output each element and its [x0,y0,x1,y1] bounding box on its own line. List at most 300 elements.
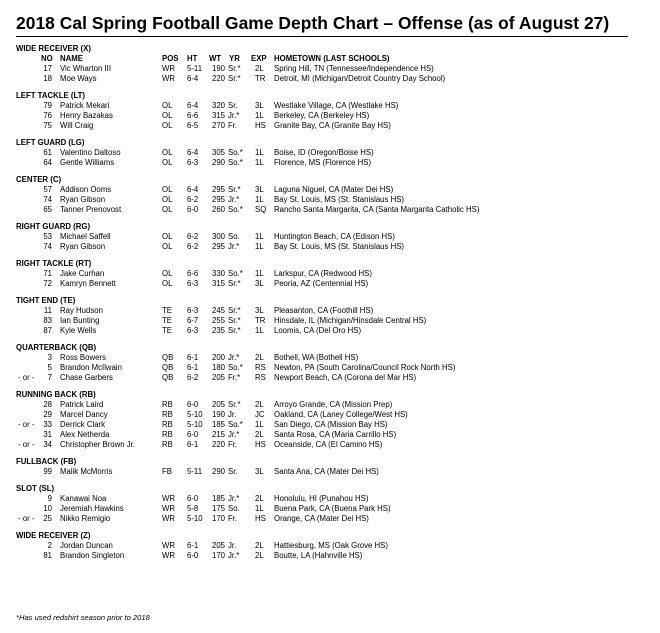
player-height: 6-2 [187,242,199,251]
player-weight: 270 [212,121,226,130]
player-position: OL [162,269,173,278]
player-row [16,363,646,373]
player-hometown: Arroyo Grande, CA (Mission Prep) [274,400,393,409]
player-position: RB [162,430,173,439]
player-position: FB [162,467,172,476]
player-year: So.* [228,420,243,429]
section-heading: TIGHT END (TE) [16,296,76,305]
player-row [16,440,646,450]
player-position: WR [162,514,175,523]
player-row [16,494,646,504]
or-marker: - or - [18,373,35,382]
player-row [16,373,646,383]
player-row [16,467,646,477]
player-year: So. [228,504,240,513]
player-name: Ryan Gibson [60,195,106,204]
player-year: Jr. [228,541,237,550]
player-hometown: Honolulu, HI (Punahou HS) [274,494,369,503]
player-row [16,504,646,514]
player-row [16,326,646,336]
player-weight: 170 [212,551,226,560]
player-row [16,101,646,111]
player-name: Christopher Brown Jr. [60,440,135,449]
player-position: WR [162,494,175,503]
player-hometown: Spring Hill, TN (Tennessee/Independence HS) [274,64,434,73]
section-heading: QUARTERBACK (QB) [16,343,97,352]
player-height: 5-10 [187,420,203,429]
player-experience: JC [255,410,265,419]
player-height: 6-3 [187,306,199,315]
column-header-row [16,54,646,64]
section-heading: LEFT TACKLE (LT) [16,91,85,100]
player-number: 76 [43,111,52,120]
player-position: OL [162,111,173,120]
player-weight: 315 [212,279,226,288]
player-year: Jr.* [228,353,240,362]
player-experience: 2L [255,541,264,550]
player-name: Ian Bunting [60,316,100,325]
player-weight: 295 [212,242,226,251]
position-section [16,259,646,289]
player-hometown: Bay St. Louis, MS (St. Stanislaus HS) [274,195,404,204]
player-weight: 205 [212,541,226,550]
player-name: Gentle Williams [60,158,115,167]
player-name: Kyle Wells [60,326,97,335]
player-year: Jr.* [228,551,240,560]
player-name: Jordan Duncan [60,541,113,550]
player-name: Derrick Clark [60,420,106,429]
player-position: WR [162,64,175,73]
player-year: So.* [228,269,243,278]
player-weight: 180 [212,363,226,372]
player-name: Kanawai Noa [60,494,107,503]
player-experience: RS [255,373,266,382]
position-section [16,44,646,84]
player-hometown: Buena Park, CA (Buena Park HS) [274,504,391,513]
player-number: 7 [47,373,52,382]
player-weight: 215 [212,430,226,439]
player-hometown: Berkeley, CA (Berkeley HS) [274,111,370,120]
depth-chart [16,44,646,568]
player-position: TE [162,306,172,315]
player-row [16,242,646,252]
player-position: OL [162,195,173,204]
player-number: 2 [47,541,52,550]
player-experience: 2L [255,353,264,362]
player-year: Jr.* [228,494,240,503]
player-number: 65 [43,205,52,214]
player-position: RB [162,400,173,409]
player-weight: 205 [212,373,226,382]
player-number: 18 [43,74,52,83]
player-row [16,551,646,561]
or-marker: - or - [18,514,35,523]
player-weight: 320 [212,101,226,110]
player-number: 9 [47,494,52,503]
player-height: 6-2 [187,232,199,241]
section-heading: SLOT (SL) [16,484,55,493]
player-weight: 235 [212,326,226,335]
player-year: So.* [228,158,243,167]
column-header-yr: YR [229,54,240,63]
player-height: 6-1 [187,440,199,449]
column-header-wt: WT [209,54,222,63]
player-experience: 2L [255,494,264,503]
player-name: Marcel Dancy [60,410,108,419]
player-weight: 200 [212,353,226,362]
player-number: 17 [43,64,52,73]
player-weight: 185 [212,494,226,503]
player-height: 6-1 [187,541,199,550]
player-experience: 2L [255,551,264,560]
player-experience: 3L [255,279,264,288]
player-number: 87 [43,326,52,335]
player-row [16,232,646,242]
player-number: 25 [43,514,52,523]
player-row [16,148,646,158]
player-name: Ray Hudson [60,306,103,315]
player-height: 5-8 [187,504,199,513]
player-height: 6-2 [187,373,199,382]
player-name: Jake Curhan [60,269,105,278]
player-hometown: Newton, PA (South Carolina/Council Rock North HS) [274,363,456,372]
player-year: Sr. [228,467,238,476]
section-heading: WIDE RECEIVER (Z) [16,531,91,540]
player-position: OL [162,205,173,214]
section-heading: CENTER (C) [16,175,62,184]
position-section [16,484,646,524]
player-experience: 3L [255,101,264,110]
player-number: 28 [43,400,52,409]
player-number: 61 [43,148,52,157]
player-hometown: Westlake Village, CA (Westlake HS) [274,101,399,110]
player-experience: 1L [255,232,264,241]
position-section [16,531,646,561]
player-hometown: Bothell, WA (Bothell HS) [274,353,359,362]
player-hometown: Loomis, CA (Del Oro HS) [274,326,362,335]
player-year: Fr. [228,514,238,523]
player-weight: 220 [212,74,226,83]
player-number: 72 [43,279,52,288]
player-position: RB [162,410,173,419]
player-number: 71 [43,269,52,278]
player-height: 6-7 [187,316,199,325]
player-name: Kamryn Bennett [60,279,116,288]
player-weight: 175 [212,504,226,513]
player-year: So.* [228,205,243,214]
player-name: Vic Wharton III [60,64,111,73]
player-hometown: Oakland, CA (Laney College/West HS) [274,410,408,419]
player-year: Sr.* [228,306,241,315]
player-name: Will Craig [60,121,94,130]
or-marker: - or - [18,440,35,449]
column-header-no: NO [41,54,53,63]
player-height: 5-10 [187,514,203,523]
player-weight: 295 [212,195,226,204]
player-experience: 2L [255,64,264,73]
player-weight: 190 [212,410,226,419]
player-height: 6-0 [187,430,199,439]
player-experience: HS [255,121,266,130]
player-hometown: Huntington Beach, CA (Edison HS) [274,232,395,241]
player-number: 53 [43,232,52,241]
player-experience: RS [255,363,266,372]
player-weight: 330 [212,269,226,278]
player-name: Michael Saffell [60,232,111,241]
player-height: 6-0 [187,205,199,214]
player-hometown: Boutte, LA (Hahnville HS) [274,551,363,560]
player-position: WR [162,74,175,83]
player-year: Fr. [228,440,238,449]
player-name: Ross Bowers [60,353,106,362]
player-weight: 185 [212,420,226,429]
player-year: Sr.* [228,279,241,288]
player-position: OL [162,185,173,194]
player-height: 5-10 [187,410,203,419]
player-height: 6-2 [187,195,199,204]
player-number: 64 [43,158,52,167]
player-height: 6-4 [187,101,199,110]
player-experience: 3L [255,306,264,315]
player-hometown: Rancho Santa Margarita, CA (Santa Margarita Catholic HS) [274,205,480,214]
player-weight: 220 [212,440,226,449]
player-number: 29 [43,410,52,419]
player-hometown: Oceanside, CA (El Camino HS) [274,440,383,449]
player-row [16,410,646,420]
player-row [16,306,646,316]
player-hometown: Peoria, AZ (Centennial HS) [274,279,369,288]
player-position: WR [162,541,175,550]
footnote: *Has used redshirt season prior to 2018 [16,613,150,622]
player-row [16,121,646,131]
player-experience: 1L [255,420,264,429]
player-row [16,185,646,195]
position-section [16,91,646,131]
player-number: 57 [43,185,52,194]
position-section [16,343,646,383]
player-name: Brandon McIlwain [60,363,122,372]
section-heading: RUNNING BACK (RB) [16,390,96,399]
player-height: 6-3 [187,279,199,288]
player-year: Jr.* [228,111,240,120]
player-hometown: Hattiesburg, MS (Oak Grove HS) [274,541,388,550]
player-row [16,279,646,289]
section-heading: WIDE RECEIVER (X) [16,44,91,53]
player-experience: 1L [255,111,264,120]
column-header-hometown: HOMETOWN (LAST SCHOOLS) [274,54,390,63]
page-title: 2018 Cal Spring Football Game Depth Chart – Offense (as of August 27) [16,13,610,33]
player-height: 6-3 [187,158,199,167]
player-name: Malik McMorris [60,467,113,476]
player-hometown: Laguna Niguel, CA (Mater Dei HS) [274,185,394,194]
player-number: 34 [43,440,52,449]
player-number: 74 [43,195,52,204]
player-weight: 290 [212,158,226,167]
position-section [16,390,646,450]
player-hometown: Santa Rosa, CA (Maria Carrillo HS) [274,430,397,439]
section-heading: FULLBACK (FB) [16,457,77,466]
player-number: 83 [43,316,52,325]
player-height: 6-6 [187,269,199,278]
player-experience: 1L [255,195,264,204]
player-weight: 315 [212,111,226,120]
player-year: Fr.* [228,373,241,382]
player-number: 79 [43,101,52,110]
player-position: WR [162,551,175,560]
player-year: So.* [228,148,243,157]
player-hometown: Florence, MS (Florence HS) [274,158,372,167]
player-position: RB [162,420,173,429]
player-row [16,400,646,410]
player-hometown: Santa Ana, CA (Mater Dei HS) [274,467,379,476]
player-year: Sr.* [228,316,241,325]
column-header-exp: EXP [251,54,267,63]
player-number: 11 [43,306,52,315]
player-hometown: Larkspur, CA (Redwood HS) [274,269,372,278]
column-header-name: NAME [60,54,83,63]
player-position: OL [162,158,173,167]
player-position: OL [162,121,173,130]
player-position: TE [162,326,172,335]
player-hometown: Detroit, MI (Michigan/Detroit Country Day School) [274,74,446,83]
player-number: 3 [47,353,52,362]
player-height: 6-6 [187,111,199,120]
player-number: 99 [43,467,52,476]
player-experience: 1L [255,504,264,513]
player-year: Sr.* [228,185,241,194]
player-weight: 245 [212,306,226,315]
position-section [16,222,646,252]
player-height: 6-0 [187,494,199,503]
player-number: 10 [43,504,52,513]
player-name: Jeremiah Hawkins [60,504,124,513]
player-position: QB [162,373,174,382]
player-name: Nikko Remigio [60,514,111,523]
player-number: 81 [43,551,52,560]
player-name: Henry Bazakas [60,111,113,120]
player-position: OL [162,148,173,157]
player-year: Sr.* [228,64,241,73]
player-position: QB [162,363,174,372]
player-experience: 2L [255,430,264,439]
title-rule [16,36,628,37]
player-experience: 1L [255,148,264,157]
column-header-ht: HT [187,54,198,63]
player-experience: TR [255,316,266,325]
player-year: Jr.* [228,430,240,439]
player-hometown: Boise, ID (Oregon/Boise HS) [274,148,374,157]
player-position: QB [162,353,174,362]
player-row [16,269,646,279]
player-name: Ryan Gibson [60,242,106,251]
or-marker: - or - [18,420,35,429]
player-hometown: Orange, CA (Mater Dei HS) [274,514,369,523]
player-year: Sr. [228,101,238,110]
column-header-pos: POS [162,54,179,63]
player-position: OL [162,101,173,110]
player-experience: 1L [255,269,264,278]
player-name: Tanner Prenovost [60,205,122,214]
player-weight: 300 [212,232,226,241]
position-section [16,138,646,168]
player-position: OL [162,232,173,241]
player-experience: SQ [255,205,267,214]
player-year: Sr.* [228,326,241,335]
player-height: 6-5 [187,121,199,130]
player-year: Fr. [228,121,238,130]
player-position: OL [162,242,173,251]
player-hometown: Bay St. Louis, MS (St. Stanislaus HS) [274,242,404,251]
player-hometown: Newport Beach, CA (Corona del Mar HS) [274,373,417,382]
player-row [16,158,646,168]
player-row [16,64,646,74]
player-year: So.* [228,363,243,372]
player-name: Brandon Singleton [60,551,125,560]
player-row [16,195,646,205]
position-section [16,296,646,336]
position-section [16,175,646,215]
player-hometown: Hinsdale, IL (Michigan/Hinsdale Central HS) [274,316,427,325]
player-hometown: Granite Bay, CA (Granite Bay HS) [274,121,391,130]
player-weight: 205 [212,400,226,409]
player-number: 5 [47,363,52,372]
player-name: Patrick Laird [60,400,104,409]
player-row [16,420,646,430]
player-experience: 1L [255,326,264,335]
player-height: 5-11 [187,467,203,476]
player-position: RB [162,440,173,449]
player-height: 5-11 [187,64,203,73]
player-hometown: San Diego, CA (Mission Bay HS) [274,420,388,429]
player-height: 6-3 [187,326,199,335]
section-heading: RIGHT TACKLE (RT) [16,259,92,268]
player-experience: 2L [255,400,264,409]
player-row [16,74,646,84]
player-weight: 290 [212,467,226,476]
player-name: Chase Garbers [60,373,113,382]
player-experience: HS [255,514,266,523]
player-name: Alex Netherda [60,430,110,439]
player-experience: 1L [255,242,264,251]
player-row [16,316,646,326]
player-weight: 170 [212,514,226,523]
player-year: Jr.* [228,242,240,251]
player-experience: 3L [255,185,264,194]
player-row [16,541,646,551]
player-row [16,205,646,215]
player-year: So. [228,232,240,241]
player-weight: 260 [212,205,226,214]
player-hometown: Pleasanton, CA (Foothill HS) [274,306,374,315]
player-row [16,353,646,363]
player-height: 6-1 [187,363,199,372]
player-name: Patrick Mekari [60,101,110,110]
player-name: Moe Ways [60,74,97,83]
player-experience: HS [255,440,266,449]
player-weight: 305 [212,148,226,157]
player-experience: 1L [255,158,264,167]
player-experience: 3L [255,467,264,476]
player-position: TE [162,316,172,325]
player-weight: 190 [212,64,226,73]
player-number: 33 [43,420,52,429]
section-heading: LEFT GUARD (LG) [16,138,85,147]
player-height: 6-0 [187,400,199,409]
player-number: 31 [43,430,52,439]
player-year: Jr. [228,410,237,419]
player-name: Valentino Daltoso [60,148,121,157]
player-position: WR [162,504,175,513]
